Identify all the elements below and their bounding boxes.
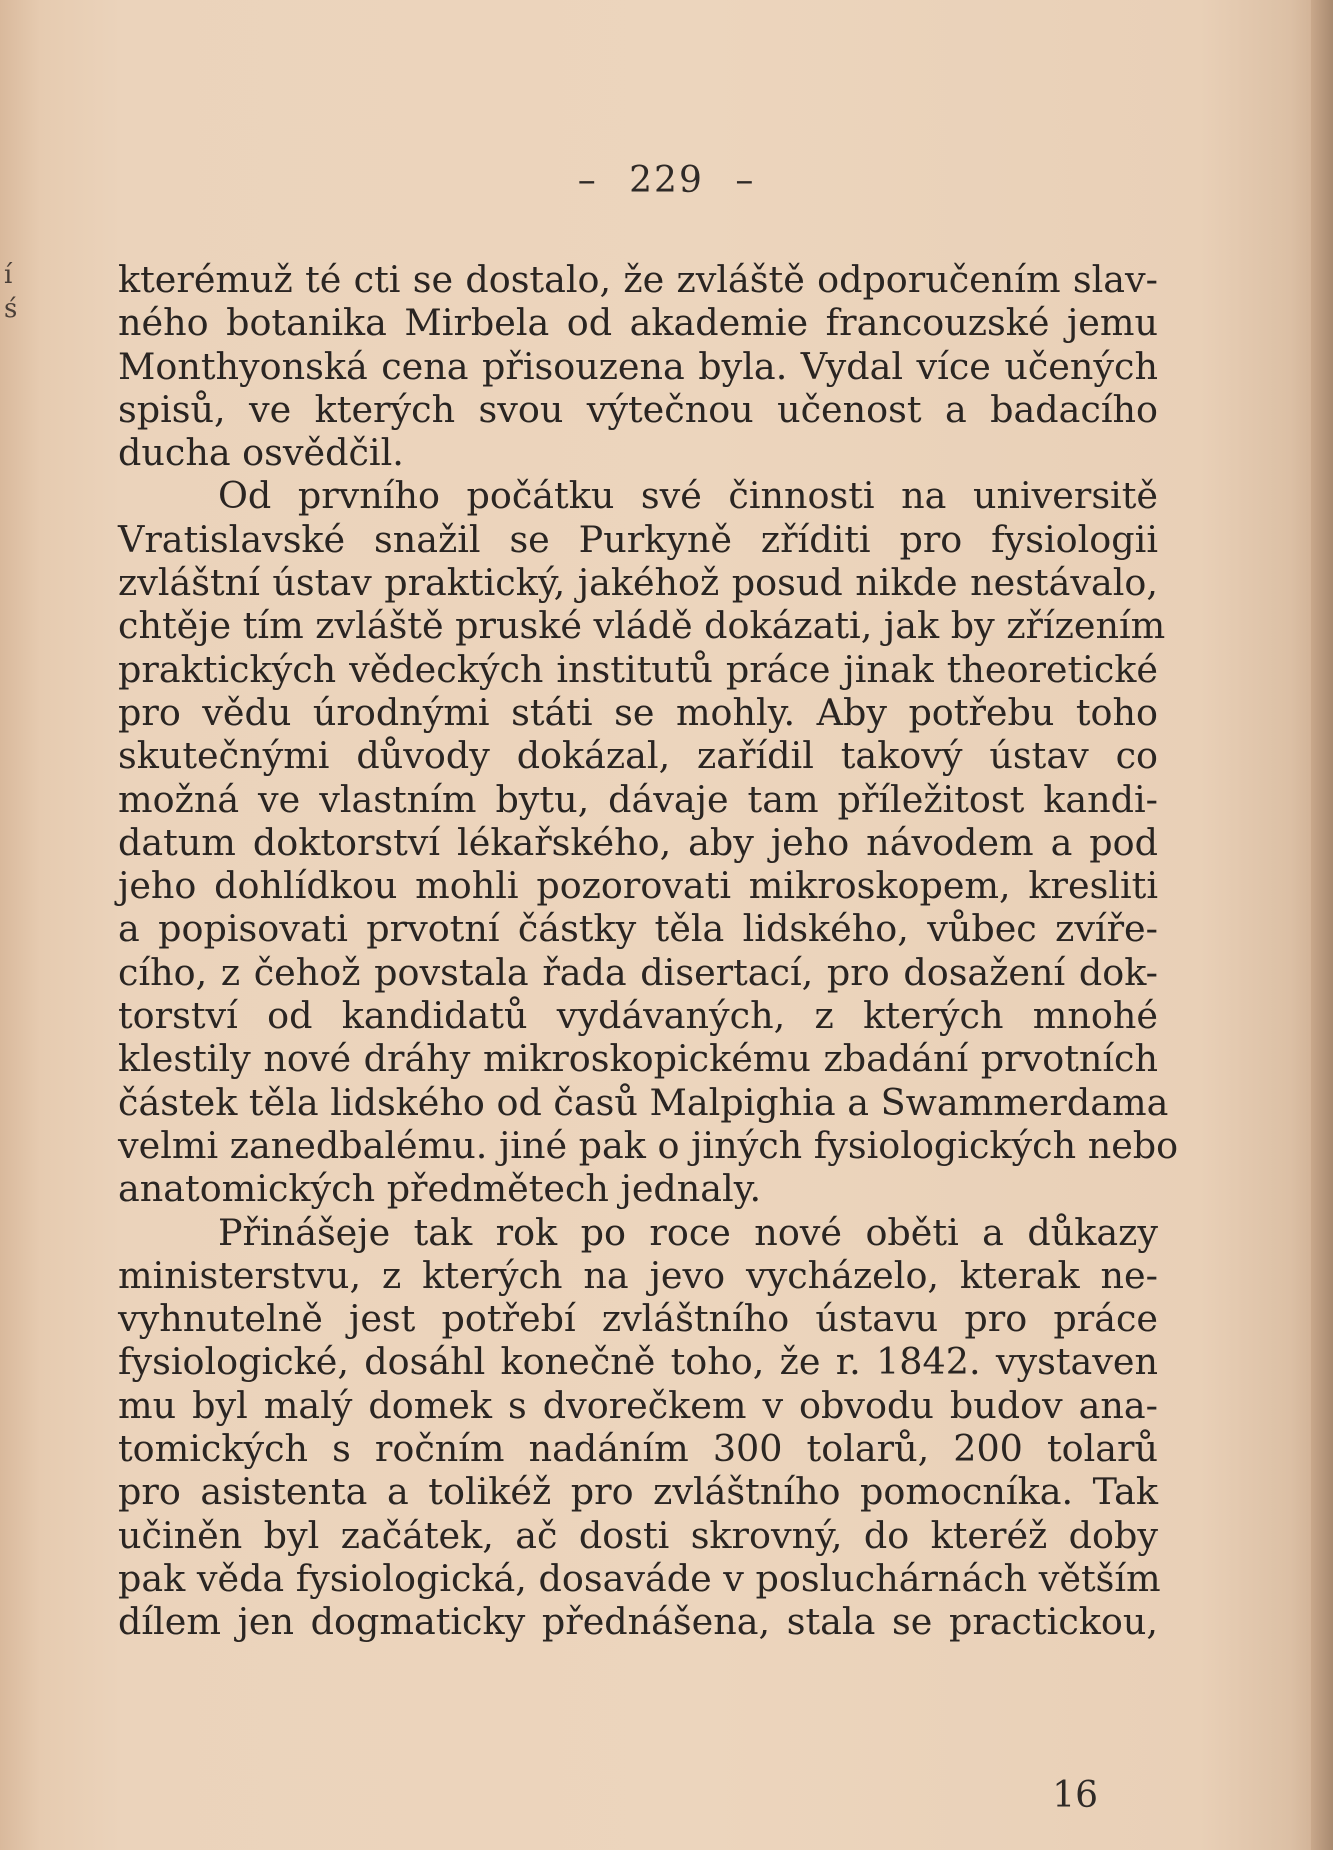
text-line: Přinášeje tak rok po roce nové oběti a důkazy (218, 1210, 1158, 1254)
text-line: Monthyonská cena přisouzena byla. Vydal více učených (118, 344, 1158, 388)
page-number: 229 (629, 160, 704, 201)
page-edge-shadow (1311, 0, 1333, 1850)
text-line: chtěje tím zvláště pruské vládě dokázati, jak by zřízením (118, 604, 1166, 648)
text-line: ducha osvědčil. (118, 431, 404, 475)
text-line: anatomických předmětech jednaly. (118, 1167, 762, 1211)
text-line: vyhnutelně jest potřebí zvláštního ústavu pro práce (118, 1297, 1158, 1341)
text-line: datum doktorství lékařského, aby jeho návodem a pod (118, 820, 1158, 864)
text-line: zvláštní ústav praktický, jakéhož posud nikde nestávalo, (118, 561, 1158, 605)
text-line: cího, z čehož povstala řada disertací, pro dosažení dok- (118, 950, 1158, 994)
text-line: pro vědu úrodnými státi se mohly. Aby potřebu toho (118, 690, 1158, 734)
text-line: velmi zanedbalému. jiné pak o jiných fysiologických nebo (118, 1123, 1179, 1167)
text-line: kterémuž té cti se dostalo, že zvláště odporučením slav- (118, 258, 1158, 301)
margin-mark: í (4, 260, 13, 290)
text-line: dílem jen dogmaticky přednášena, stala se practickou, (118, 1600, 1158, 1644)
margin-mark: ś (4, 294, 18, 324)
text-line: možná ve vlastním bytu, dávaje tam příležitost kandi- (118, 777, 1158, 821)
body-text (118, 258, 1179, 1644)
page-header (0, 160, 1333, 201)
text-line: a popisovati prvotní částky těla lidského, vůbec zvíře- (118, 907, 1158, 951)
text-line: ného botanika Mirbela od akademie francouzské jemu (118, 301, 1158, 345)
text-line: pro asistenta a tolikéž pro zvláštního pomocníka. Tak (118, 1470, 1158, 1514)
text-line: Od prvního počátku své činnosti na universitě (218, 474, 1158, 518)
text-line: ministerstvu, z kterých na jevo vycházelo, kterak ne- (118, 1253, 1158, 1297)
left-margin-marks (0, 260, 24, 500)
text-line: torství od kandidatů vydávaných, z kterých mnohé (118, 994, 1158, 1038)
text-line: jeho dohlídkou mohli pozorovati mikroskopem, kresliti (118, 864, 1158, 908)
text-line: částek těla lidského od časů Malpighia a Swammerdama (118, 1080, 1169, 1124)
text-line: učiněn byl začátek, ač dosti skrovný, do kteréž doby (118, 1513, 1158, 1557)
text-line: Vratislavské snažil se Purkyně zříditi pro fysiologii (118, 517, 1158, 561)
header-dash-right: – (735, 160, 756, 201)
text-line: praktických vědeckých institutů práce jinak theoretické (118, 647, 1158, 691)
text-line: pak věda fysiologická, dosaváde v posluchárnách větším (118, 1556, 1161, 1600)
text-line: tomických s ročním nadáním 300 tolarů, 200 tolarů (118, 1427, 1158, 1471)
text-line: fysiologické, dosáhl konečně toho, že r. 1842. vystaven (118, 1340, 1158, 1384)
text-line: mu byl malý domek s dvorečkem v obvodu budov ana- (118, 1383, 1158, 1427)
header-dash-left: – (577, 160, 598, 201)
text-line: skutečnými důvody dokázal, zařídil takový ústav co (118, 734, 1158, 778)
text-line: spisů, ve kterých svou výtečnou učenost a badacího (118, 387, 1158, 431)
text-line: klestily nové dráhy mikroskopickému zbadání prvotních (118, 1037, 1158, 1081)
signature-mark: 16 (1052, 1775, 1098, 1816)
